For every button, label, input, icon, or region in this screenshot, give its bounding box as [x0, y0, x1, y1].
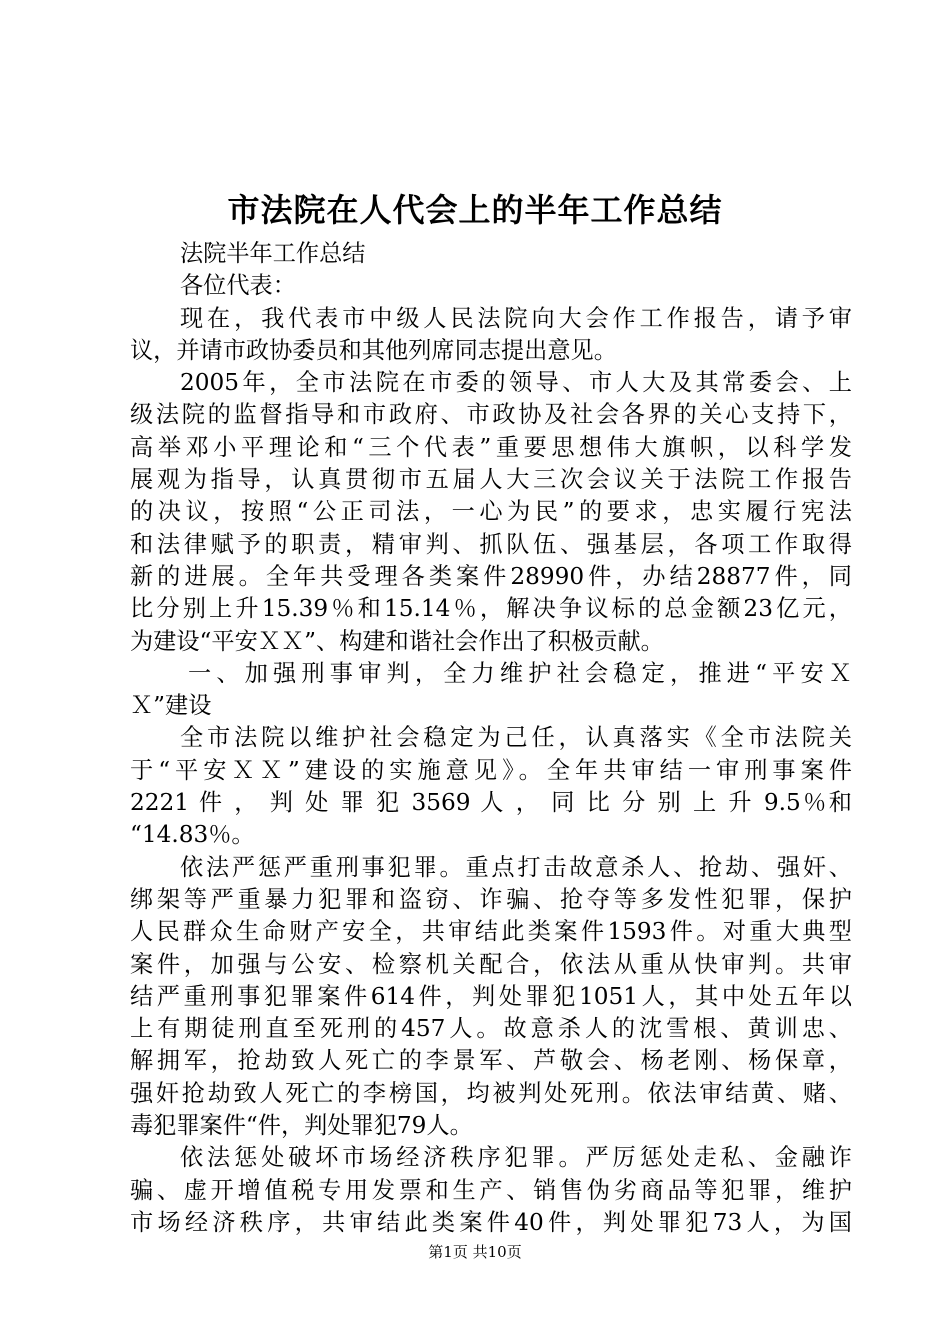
paragraph-line: 人民群众生命财产安全，共审结此类案件1593件。对重大典型 — [130, 918, 852, 946]
paragraph-line: 依法惩处破坏市场经济秩序犯罪。严厉惩处走私、金融诈 — [180, 1144, 852, 1172]
paragraph-line: 强奸抢劫致人死亡的李榜国，均被判处死刑。依法审结黄、赌、 — [130, 1079, 852, 1107]
paragraph-line: 上有期徒刑直至死刑的457人。故意杀人的沈雪根、黄训忠、 — [130, 1015, 852, 1043]
paragraph-line: 绑架等严重暴力犯罪和盗窃、诈骗、抢夺等多发性犯罪，保护 — [130, 885, 852, 913]
paragraph-line: 2221 件 ， 判 处 罪 犯 3569 人 ， 同 比 分 别 上 升 9.5％和 — [130, 789, 852, 817]
paragraph-line: “14.83％。 — [130, 821, 255, 849]
paragraph-line: 议，并请市政协委员和其他列席同志提出意见。 — [130, 336, 617, 364]
paragraph-line: 全市法院以维护社会稳定为己任，认真落实《全市法院关 — [180, 724, 852, 752]
subtitle-line: 法院半年工作总结 — [180, 240, 366, 267]
paragraph-line: 现在，我代表市中级人民法院向大会作工作报告，请予审 — [180, 304, 852, 332]
paragraph-line: 高举邓小平理论和“三个代表”重要思想伟大旗帜，以科学发 — [130, 433, 852, 461]
paragraph-line: 2005年，全市法院在市委的领导、市人大及其常委会、上 — [180, 369, 852, 397]
paragraph-line: 的决议，按照“公正司法，一心为民”的要求，忠实履行宪法 — [130, 498, 852, 526]
paragraph-line: 毒犯罪案件“件，判处罪犯79人。 — [130, 1112, 473, 1140]
document-body — [130, 238, 852, 1239]
paragraph-line: 比分别上升15.39％和15.14％，解决争议标的总金额23亿元， — [130, 595, 852, 623]
paragraph-line: 结严重刑事犯罪案件614件，判处罪犯1051人，其中处五年以 — [130, 982, 852, 1010]
paragraph-line: 级法院的监督指导和市政府、市政协及社会各界的关心支持下， — [130, 401, 852, 429]
salutation-line: 各位代表： — [180, 272, 296, 300]
section-heading-line: 一、加强刑事审判，全力维护社会稳定，推进“平安Ｘ — [188, 659, 852, 687]
paragraph-line: 骗、虚开增值税专用发票和生产、销售伪劣商品等犯罪，维护 — [130, 1176, 852, 1204]
paragraph-line: 解拥军，抢劫致人死亡的李景军、芦敬会、杨老刚、杨保章， — [130, 1047, 852, 1075]
paragraph-line: 和法律赋予的职责，精审判、抓队伍、强基层，各项工作取得 — [130, 530, 852, 558]
paragraph-line: 为建设“平安ＸＸ”、构建和谐社会作出了积极贡献。 — [130, 627, 664, 655]
paragraph-line: 案件，加强与公安、检察机关配合，依法从重从快审判。共审 — [130, 950, 852, 978]
paragraph-line: 展观为指导，认真贯彻市五届人大三次会议关于法院工作报告 — [130, 466, 852, 494]
paragraph-line: 市场经济秩序，共审结此类案件40件，判处罪犯73人，为国 — [130, 1208, 852, 1236]
page-number: 第1页 共10页 — [428, 1243, 522, 1261]
document-title: 市法院在人代会上的半年工作总结 — [227, 191, 723, 229]
paragraph-line: 依法严惩严重刑事犯罪。重点打击故意杀人、抢劫、强奸、 — [180, 853, 852, 881]
paragraph-line: 新的进展。全年共受理各类案件28990件，办结28877件，同 — [130, 562, 852, 590]
section-heading-line: Ｘ”建设 — [130, 692, 212, 720]
paragraph-line: 于“平安ＸＸ”建设的实施意见》。全年共审结一审刑事案件 — [130, 756, 852, 784]
